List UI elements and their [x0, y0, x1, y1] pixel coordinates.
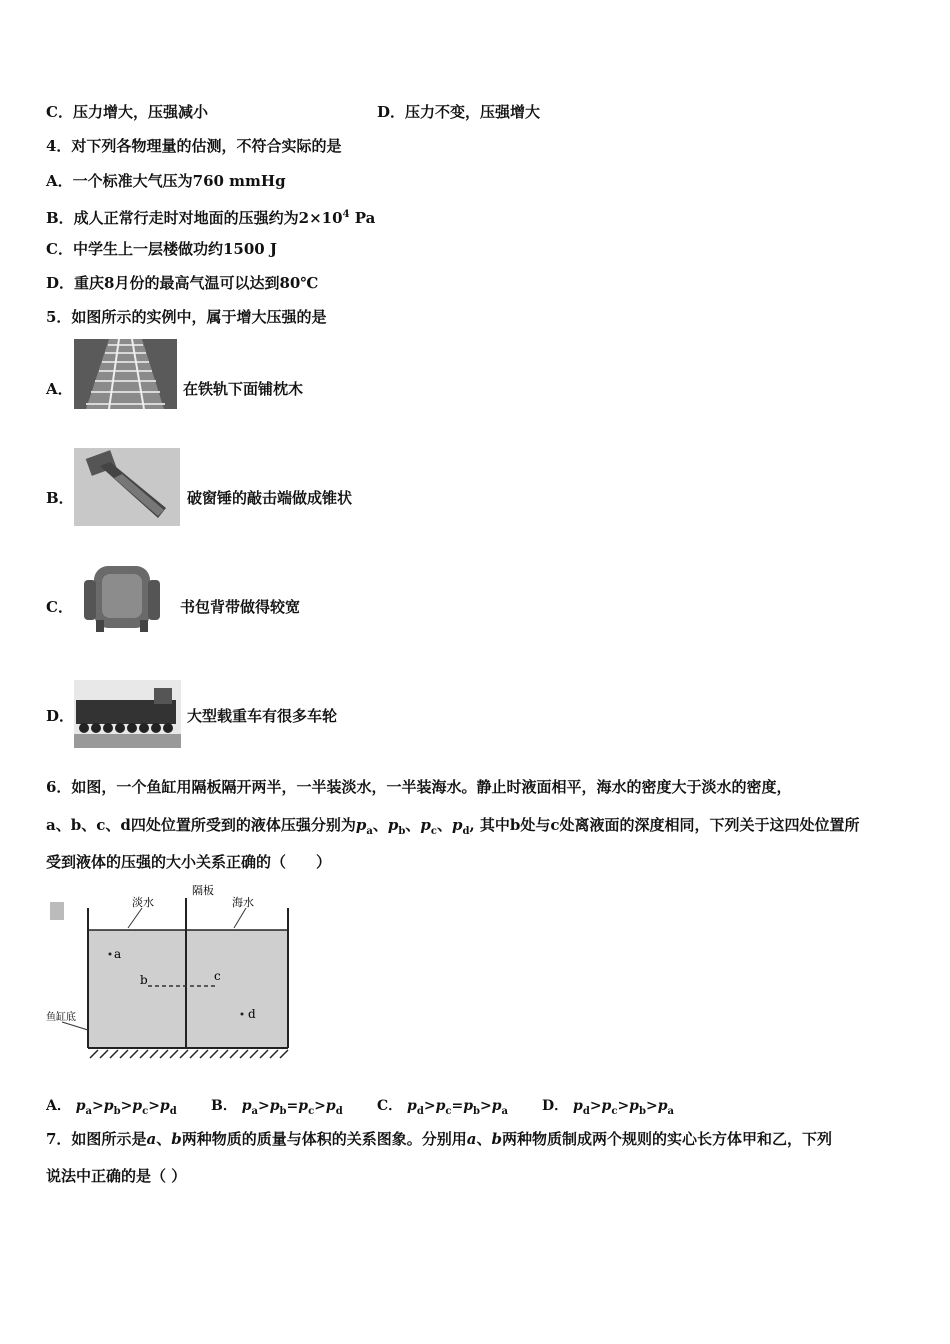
fish-tank-diagram — [46, 880, 292, 1064]
q5-option-b-label: B． — [46, 489, 74, 507]
q5-stem: 5．如图所示的实例中，属于增大压强的是 — [46, 308, 327, 326]
q5-option-c-text: 书包背带做得较宽 — [180, 598, 301, 616]
q6-answer-d: D． $p_d>p_c>p_b>p_a$ — [542, 1098, 674, 1117]
q3-option-d: D．压力不变，压强增大 — [377, 103, 541, 121]
q6-line1: 6．如图，一个鱼缸用隔板隔开两半，一半装淡水，一半装海水。静止时液面相平，海水的密度大于淡水的密度， — [46, 778, 792, 796]
q5-option-d-label: D． — [46, 707, 75, 725]
q6-answer-a: A． $p_a>p_b>p_c>p_d$ — [46, 1098, 177, 1117]
q6-answer-b: B． $p_a>p_b=p_c>p_d$ — [211, 1098, 343, 1117]
q4-option-c: C．中学生上一层楼做功约1500 J — [46, 240, 278, 258]
backpack-image — [80, 562, 164, 634]
q5-option-b-text: 破窗锤的敲击端做成锥状 — [187, 489, 353, 507]
q4-option-a: A．一个标准大气压为760 mmHg — [46, 172, 286, 190]
q5-option-c-label: C． — [46, 598, 73, 616]
q7-line1: 7．如图所示是a、b两种物质的质量与体积的关系图象。分别用a、b两种物质制成两个规则的实心长方体甲和乙，下列 — [46, 1130, 832, 1148]
label-point-d: d — [248, 1007, 256, 1021]
railway-track-image — [74, 339, 177, 409]
q7-line2: 说法中正确的是（ ） — [46, 1167, 187, 1185]
q5-option-a-label: A． — [46, 380, 73, 398]
q4-stem: 4．对下列各物理量的估测，不符合实际的是 — [46, 137, 342, 155]
q6-line3: 受到液体的压强的大小关系正确的（ ） — [46, 853, 332, 871]
q3-option-c: C．压力增大，压强减小 — [46, 103, 208, 121]
heavy-truck-image — [74, 680, 181, 748]
q6-line2: a、b、c、d四处位置所受到的液体压强分别为$p_a$、$p_b$、$p_c$、$p_d$, 其中b处与c处离液面的深度相同，下列关于这四处位置所 — [46, 816, 860, 837]
label-fresh-water: 淡水 — [132, 896, 154, 909]
label-point-b: b — [140, 973, 148, 987]
window-hammer-image — [74, 448, 180, 526]
label-point-a: a — [114, 947, 122, 961]
q4-option-d: D．重庆8月份的最高气温可以达到80℃ — [46, 274, 319, 292]
label-tank-bottom: 鱼缸底 — [46, 1012, 76, 1023]
label-partition: 隔板 — [192, 884, 214, 897]
q5-option-d-text: 大型载重车有很多车轮 — [187, 707, 338, 725]
label-point-c: c — [214, 969, 221, 983]
q4-option-b: B．成人正常行走时对地面的压强约为$2\times 10^4$ Pa — [46, 209, 376, 227]
q5-option-a-text: 在铁轨下面铺枕木 — [183, 380, 304, 398]
q6-answer-c: C． $p_d>p_c=p_b>p_a$ — [377, 1098, 508, 1117]
label-sea-water: 海水 — [232, 896, 254, 909]
